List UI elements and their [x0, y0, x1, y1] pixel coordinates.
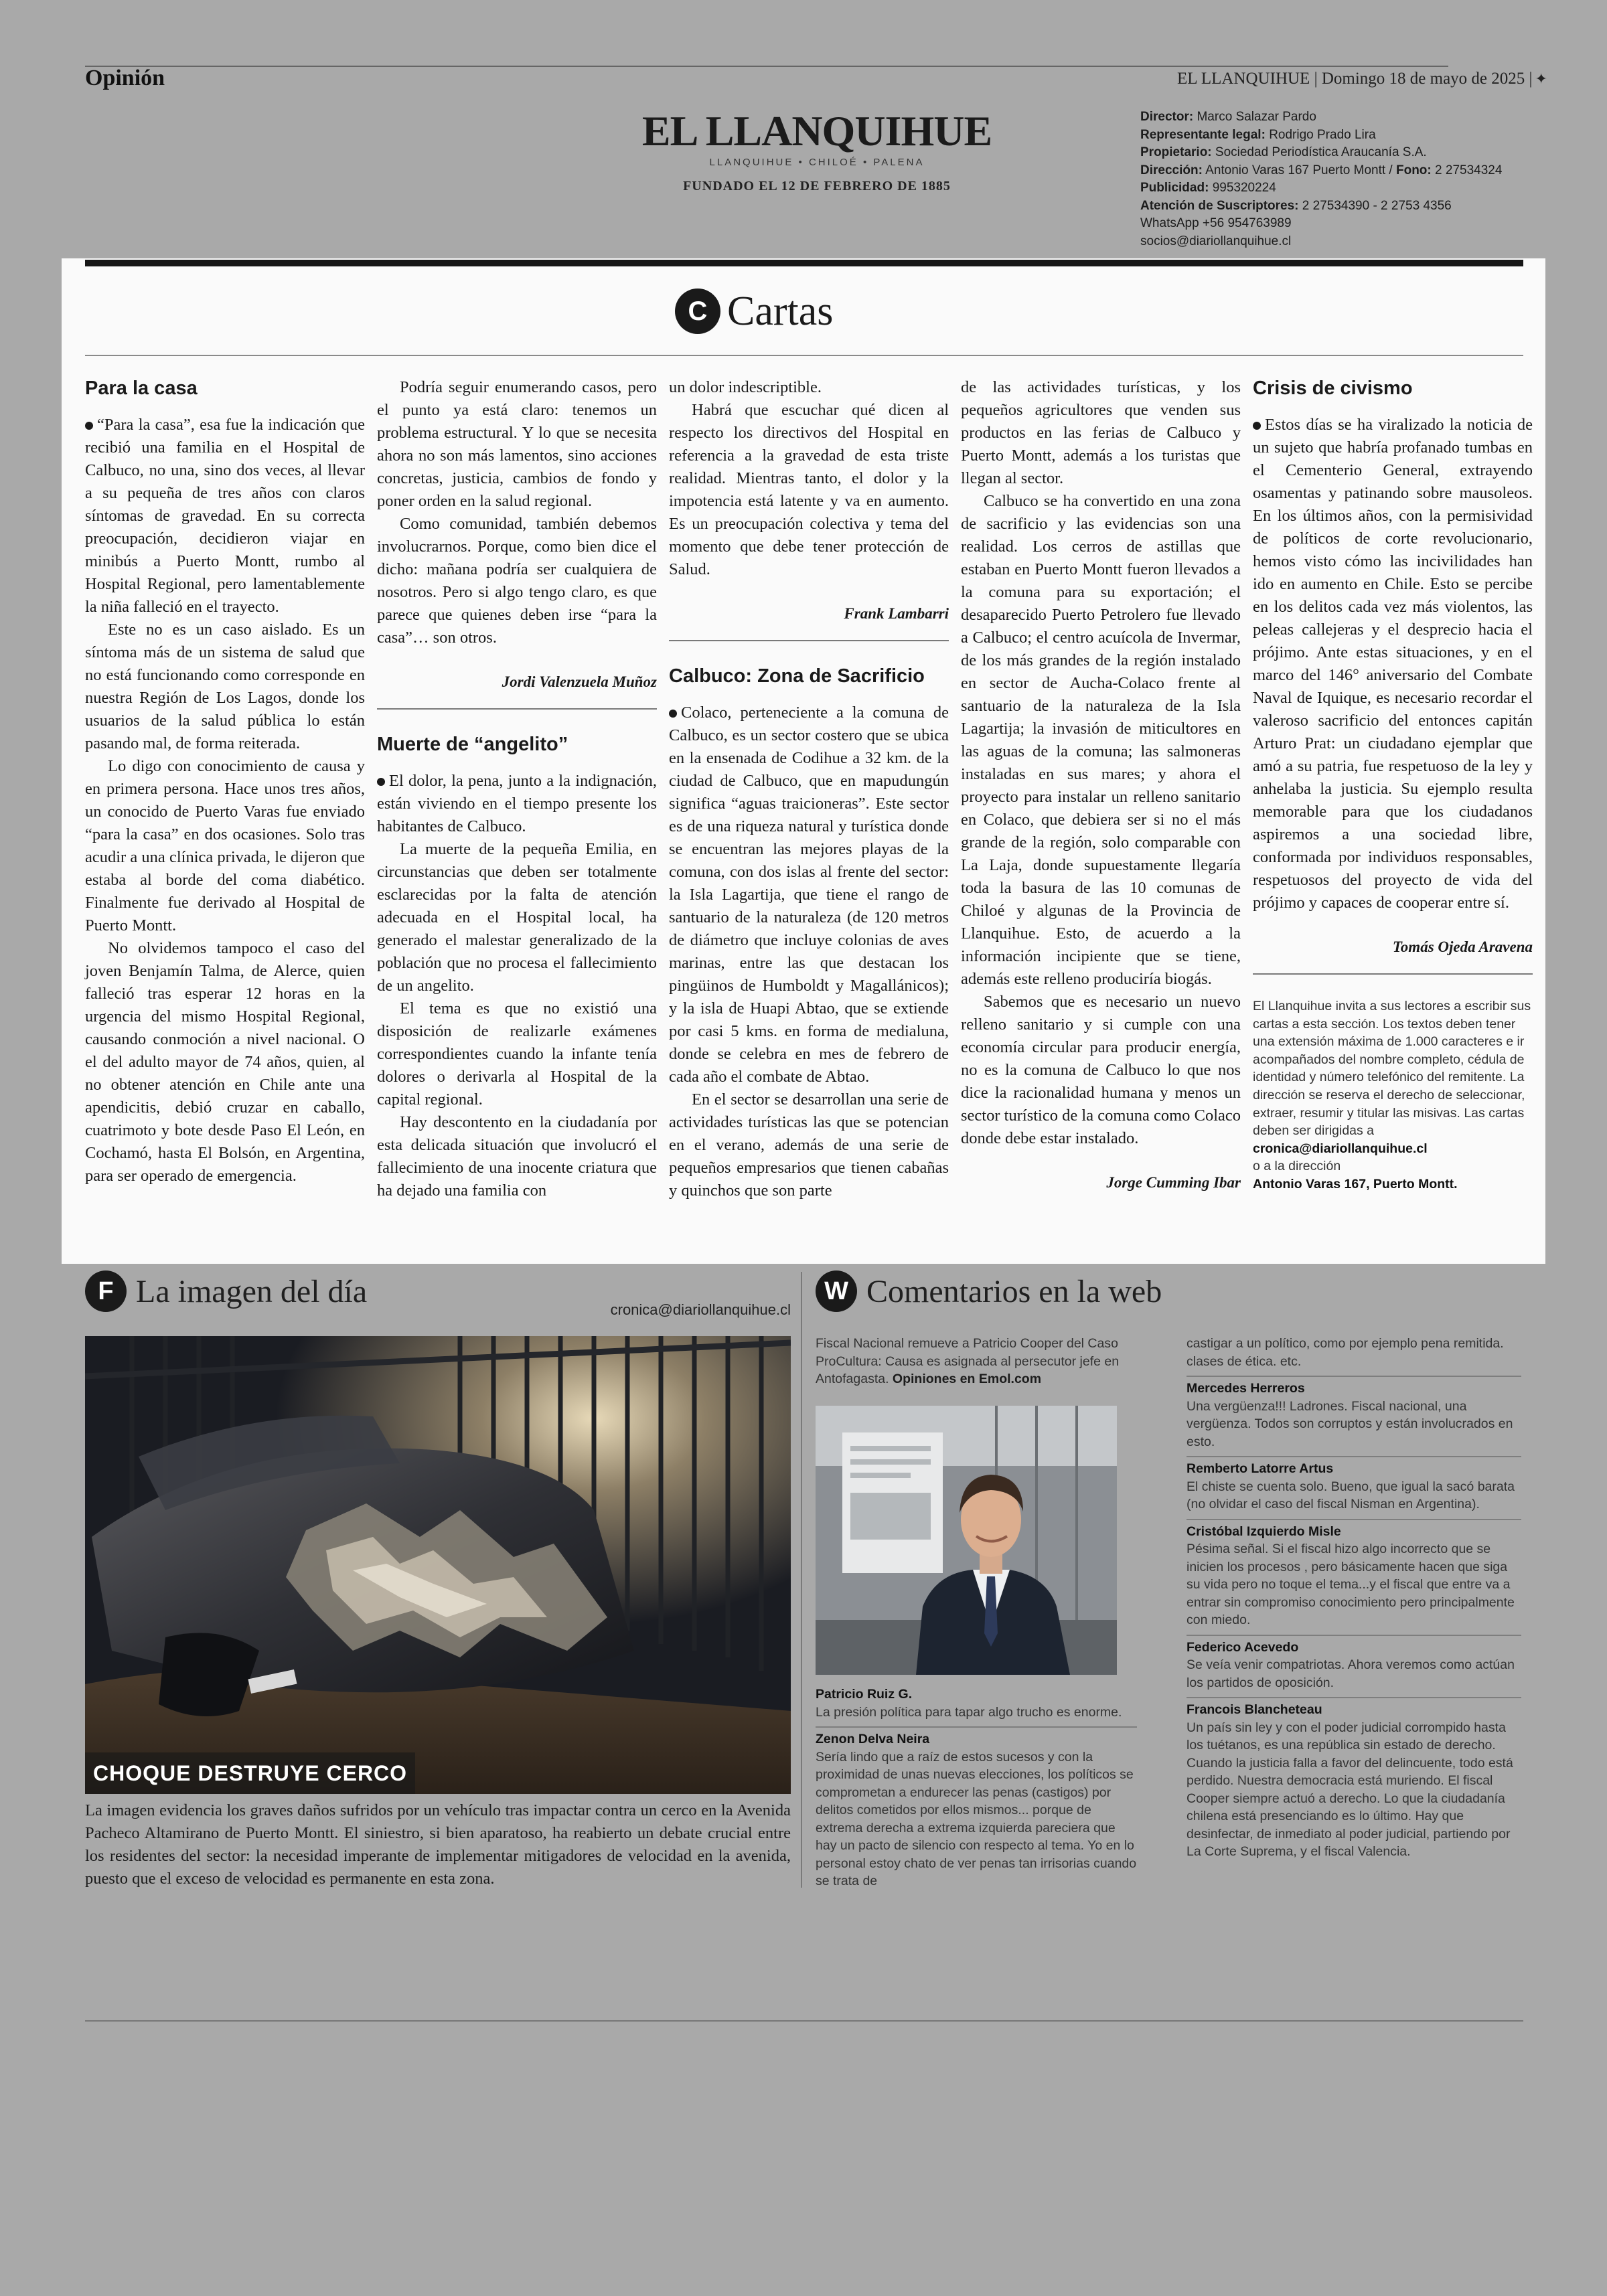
staff-box [1140, 108, 1542, 250]
letter-signature: Tomás Ojeda Aravena [1392, 938, 1533, 955]
staff-line: Publicidad: 995320224 [1140, 181, 1276, 195]
comment-separator [1187, 1519, 1521, 1520]
comment-item [1187, 1523, 1521, 1629]
letter-title: Crisis de civismo [1253, 378, 1413, 399]
staff-line: Director: Marco Salazar Pardo [1140, 110, 1316, 124]
comment-continuation: castigar a un político, como por ejemplo pena remitida. clases de ética. etc. [1187, 1336, 1504, 1369]
comment-text: Se veía venir compatriotas. Ahora veremos como actúan los partidos de oposición. [1187, 1657, 1515, 1690]
cartas-header [675, 288, 833, 335]
notice-address: Antonio Varas 167, Puerto Montt. [1253, 1176, 1458, 1192]
letter-paragraph: Calbuco se ha convertido en una zona de sacrificio y las evidencias son una realidad. Los cerros de astillas que estaban en Puerto Montt fueron llevados a la comuna para su exportación; el desaparecido Puerto Petrolero fue llevado a Calbuco; el centro acuícola de Invermar, de los más grandes de la región instalado en sector de Aucha-Colaco frente al santuario de la naturaleza de la Isla Lagartija; la invasión de miticultores en las aguas de la comuna; las salmoneras instaladas en sus mares; y ahora el proyecto para instalar un relleno sanitario en Colaco, que debiera ser si no el más grande de la región, solo comparable con La Laja, donde supuestamente llegaría toda la basura de las 10 comunas de Chiloé y algunas de la Provincia de Llanquihue. Esto, de acuerdo a la información incipiente que se tiene, además este relleno produciría biogás. [961, 492, 1241, 988]
comment-author: Zenon Delva Neira [816, 1732, 930, 1746]
letter-signature: Jorge Cumming Ibar [1106, 1174, 1241, 1191]
dateline-text: EL LLANQUIHUE | Domingo 18 de mayo de 2025 | [1177, 70, 1533, 88]
comment-item [1187, 1639, 1521, 1692]
comment-author: Cristóbal Izquierdo Misle [1187, 1524, 1341, 1539]
letter-paragraph: El tema es que no existió una disposición de realizarle exámenes correspondientes cuando la infante tenía dolores o derivarla al Hospital de la capital regional. [377, 999, 657, 1109]
letter-title: Muerte de “angelito” [377, 734, 568, 755]
heavy-rule [85, 260, 1523, 266]
comment-text: Un país sin ley y con el poder judicial corrompido hasta los tuétanos, es una república sin estado de derecho. Cuando la justicia falla a favor del delincuente, todo está perdido. Nuestra democracia está muriendo. El fiscal Cooper siempre actuó a derecho. Lo que la ciudadanía chilena está presenciando es lo último. Hay que desinfectar, de inmediato al poder judicial, partiendo por La Corte Suprema, y el fiscal Valencia. [1187, 1720, 1513, 1859]
comment-text: El chiste se cuenta solo. Bueno, que igual la sacó barata (no olvidar el caso del fiscal Nisman en Argentina). [1187, 1479, 1515, 1511]
submission-notice: El Llanquihue invita a sus lectores a escribir sus cartas a esta sección. Los textos deben tener una extensión máxima de 1.000 caracteres e ir acompañados del nombre completo, cédula de identidad y número telefónico del remitente. La dirección se reserva el derecho de seleccionar, extraer, resumir y titular las misivas. Las cartas deben ser dirigidas a cronica@diariollanquihue.cl o a la dirección Antonio Varas 167, Puerto Montt. [1253, 999, 1531, 1192]
bottom-rule [85, 2020, 1523, 2022]
letter-paragraph: Como comunidad, también debemos involucrarnos. Porque, como bien dice el dicho: mañana podría ser cualquiera de nosotros. Pero si algo tengo claro, es que parece que quienes deben irse “para la casa”… son otros. [377, 515, 657, 647]
letter-paragraph: Habrá que escuchar qué dicen al respecto los directivos del Hospital en referencia a la gravedad de esta triste realidad. Mientras tanto, el dolor y la impotencia está latente y va en aumento. Es un preocupación colectiva y tema del momento que debe tener protección de Salud. [669, 401, 949, 578]
column-separator [801, 1272, 802, 1888]
staff-line: Atención de Suscriptores: 2 27534390 - 2 2753 4356 [1140, 198, 1452, 213]
imagen-text: La imagen evidencia los graves daños sufridos por un vehículo tras impactar contra un cerco en la Avenida Pacheco Altamirano de Puerto Montt. El siniestro, si bien aparatoso, ha reabierto un debate crucial entre los residentes del sector: la necesidad imperante de implementar mitigadores de velocidad en la avenida, puesto que el exceso de velocidad es permanente en esta zona. [85, 1801, 791, 1888]
web-badge-icon: W [816, 1270, 857, 1312]
staff-line: Representante legal: Rodrigo Prado Lira [1140, 127, 1376, 142]
letter-paragraph: Hay descontento en la ciudadanía por esta delicada situación que involucró el fallecimiento de una inocente criatura que ha dejado una familia con [377, 1113, 657, 1200]
comment-author: Patricio Ruiz G. [816, 1687, 913, 1702]
comment-separator [1187, 1456, 1521, 1457]
letter-paragraph: de las actividades turísticas, y los pequeños agricultores que venden sus productos en las ferias de Calbuco y Puerto Montt, además a los turistas que llegan al sector. [961, 378, 1241, 487]
crash-photo [85, 1336, 791, 1794]
comments-right [1187, 1335, 1521, 1861]
letter-paragraph: Este no es un caso aislado. Es un síntoma más de un sistema de salud que no está funcionando como corresponde en nuestra Región de Los Lagos, donde los usuarios de la salud pública lo están pasando mal, de forma reiterada. [85, 621, 365, 752]
comment-author: Mercedes Herreros [1187, 1381, 1305, 1396]
newspaper-founded: FUNDADO EL 12 DE FEBRERO DE 1885 [683, 179, 951, 193]
comments-left [816, 1684, 1137, 1890]
cartas-rule [85, 355, 1523, 356]
cartas-title: Cartas [727, 288, 834, 334]
photo-caption: CHOQUE DESTRUYE CERCO [85, 1752, 415, 1794]
staff-line: Propietario: Sociedad Periodística Araucanía S.A. [1140, 145, 1427, 159]
staff-line: Dirección: Antonio Varas 167 Puerto Montt / Fono: 2 27534324 [1140, 163, 1503, 177]
letter-paragraph: Podría seguir enumerando casos, pero el punto ya está claro: tenemos un problema estructural. Y lo que se necesita ahora no son más lamentos, sino acciones concretas, justicia, cambios de fondo y poner orden en la salud regional. [377, 378, 657, 510]
letter-title: Para la casa [85, 378, 198, 399]
top-rule [85, 66, 1448, 67]
letter-title: Calbuco: Zona de Sacrificio [669, 665, 925, 687]
imagen-badge-icon: F [85, 1270, 127, 1312]
comment-item [1187, 1460, 1521, 1513]
crash-photo-illustration [85, 1336, 791, 1794]
notice-divider [1253, 973, 1533, 975]
bullet-icon [669, 710, 677, 718]
bullet-icon [1253, 422, 1261, 430]
letter-divider [377, 708, 657, 710]
letter-signature: Frank Lambarri [844, 605, 949, 622]
letter-paragraph: Estos días se ha viralizado la noticia de un sujeto que habría profanado tumbas en el Cementerio General, extrayendo osamentas y patinando sobre mausoleos. En los últimos años, con la permisividad de políticos de corte revolucionario, hemos visto cómo las incivilidades han ido en aumento en Chile. Esto se percibe en los delitos cada vez más violentos, las peleas callejeras y el desprecio hacia el prójimo. Ante estas situaciones, y en el marco del 146° aniversario del Combate Naval de Iquique, es necesario recordar el valeroso sacrificio del entonces capitán Arturo Prat: un ciudadano ejemplar que amó a su patria, fue respetuoso de la ley y anhelaba la justicia. Su ejemplo resulta memorable para que los ciudadanos aspiremos a una sociedad libre, conformada por individuos responsables, respetuosos del proyecto de vida del prójimo y capaces de cooperar entre sí. [1253, 416, 1533, 912]
letter-signature: Jordi Valenzuela Muñoz [502, 673, 657, 690]
dateline [1177, 70, 1547, 88]
letter-column-4 [961, 376, 1241, 1209]
comment-text: La presión política para tapar algo trucho es enorme. [816, 1704, 1122, 1720]
comment-text: Pésima señal. Si el fiscal hizo algo incorrecto que se inicien los procesos , pero básicamente hacen que siga su vida pero no toque el tema...y el fiscal que entre va a entrar sin compromiso conocimiento pero principalmente con miedo. [1187, 1542, 1515, 1627]
comment-text: Sería lindo que a raíz de estos sucesos y con la proximidad de unas nuevas elecciones, los políticos se comprometan a endurecer las penas (castigos) por delitos cometidos por ellos mismos... porque de extrema derecha a extrema izquierda pareciera que hay un pacto de silencio con respecto al tema. Yo en lo personal estoy chato de ver penas tan irrisorias cuando se trata de [816, 1749, 1137, 1888]
letter-column-5 [1253, 376, 1533, 1194]
section-label: Opinión [85, 66, 165, 90]
comment-item [816, 1730, 1137, 1890]
imagen-email[interactable]: cronica@diariollanquihue.cl [610, 1301, 791, 1318]
bullet-icon [85, 422, 93, 430]
prosecutor-photo-illustration [816, 1406, 1117, 1675]
lead-source-link[interactable]: Opiniones en Emol.com [892, 1372, 1042, 1386]
newspaper-name: EL LLANQUIHUE [641, 107, 992, 155]
comment-item [1187, 1701, 1521, 1861]
comment-author: Federico Acevedo [1187, 1639, 1299, 1655]
imagen-header [85, 1270, 367, 1312]
letter-paragraph: “Para la casa”, esa fue la indicación que recibió una familia en el Hospital de Calbuco, no una, sino dos veces, al llevar a su pequeña de tres años con claros síntomas de gravedad. En su correcta preocupación, decidieron viajar en minibús a Puerto Montt, rumbo al Hospital Regional, pero lamentablemente la niña falleció en el trayecto. [85, 416, 365, 616]
cartas-badge-icon: C [675, 289, 720, 334]
comentarios-lead: Fiscal Nacional remueve a Patricio Cooper del Caso ProCultura: Causa es asignada al persecutor jefe en Antofagasta. Opiniones en Emol.com [816, 1336, 1120, 1386]
comentarios-header [816, 1270, 1162, 1312]
staff-line: socios@diariollanquihue.cl [1140, 234, 1292, 248]
newspaper-regions: LLANQUIHUE • CHILOÉ • PALENA [709, 157, 925, 168]
comment-text: Una vergüenza!!! Ladrones. Fiscal nacional, una vergüenza. Todos son corruptos y están involucrados en esto. [1187, 1398, 1513, 1449]
letter-column-1 [85, 376, 365, 1187]
notice-email[interactable]: cronica@diariollanquihue.cl [1253, 1141, 1428, 1156]
letter-divider [669, 640, 949, 641]
comment-separator [1187, 1635, 1521, 1636]
prosecutor-photo [816, 1406, 1117, 1675]
letter-column-3 [669, 376, 949, 1202]
letter-paragraph: En el sector se desarrollan una serie de actividades turísticas las que se potencian en el verano, además de una serie de pequeños empresarios que tienen cabañas y quinchos que son parte [669, 1090, 949, 1200]
letter-paragraph: un dolor indescriptible. [669, 378, 822, 396]
letter-paragraph: Sabemos que es necesario un nuevo relleno sanitario y si cumple con una economía circular para producir energía, no es la comuna de Calbuco lo que nos dice la racionalidad humana y menos un sector turístico de la comuna como Colaco donde debe estar instalado. [961, 993, 1241, 1147]
comment-separator [1187, 1697, 1521, 1698]
letter-paragraph: La muerte de la pequeña Emilia, en circunstancias que deben ser totalmente esclarecidas por la falta de atención adecuada en el Hospital local, ha generado el malestar generalizado de la población que no procesa el fallecimiento de un angelito. [377, 840, 657, 995]
comment-author: Francois Blancheteau [1187, 1702, 1322, 1717]
comment-separator [1187, 1376, 1521, 1377]
comment-item [1187, 1380, 1521, 1451]
twitter-icon: ✦ [1535, 70, 1547, 87]
imagen-title: La imagen del día [136, 1273, 368, 1309]
letter-paragraph: No olvidemos tampoco el caso del joven Benjamín Talma, de Alerce, quien falleció tras esperar 12 horas en la urgencia del mismo Hospital Regional, causando conmoción a nivel nacional. O el del adulto mayor de 74 años, quien, al no obtener atención en Chile ante una apendicitis, debió cruzar en caballo, cuatrimoto y bote desde Paso El León, en Cochamó, hasta El Bolsón, en Argentina, para ser operado de emergencia. [85, 939, 365, 1185]
letter-column-2 [377, 376, 657, 1202]
comentarios-title: Comentarios en la web [866, 1273, 1162, 1309]
comment-separator [816, 1726, 1137, 1728]
staff-line: WhatsApp +56 954763989 [1140, 216, 1292, 230]
bullet-icon [377, 778, 385, 786]
letter-paragraph: El dolor, la pena, junto a la indignación, están viviendo en el tiempo presente los habitantes de Calbuco. [377, 772, 657, 835]
letter-paragraph: Colaco, perteneciente a la comuna de Calbuco, es un sector costero que se ubica en la ensenada de Codihue a 32 km. de la ciudad de Calbuco, que en mapudungún significa “aguas traicioneras”. Este sector es de una riqueza natural y turística donde se encuentran las mejores playas de la comuna, con dos islas al frente del sector: la Isla Lagartija, que tiene el rango de santuario de la naturaleza (de 120 metros de diámetro que incluye colonias de aves marinas, entre las que destacan los pingüinos de Humboldt y Magallánicos); y la isla de Huapi Abtao, que se extiende por casi 5 kms. en forma de medialuna, donde se celebra en mes de febrero de cada año el combate de Abtao. [669, 704, 949, 1086]
comment-item [816, 1686, 1137, 1721]
comment-author: Remberto Latorre Artus [1187, 1461, 1334, 1476]
letter-paragraph: Lo digo con conocimiento de causa y en primera persona. Hace unos tres años, un conocido de Puerto Varas fue enviado “para la casa” en dos ocasiones. Solo tras acudir a una clínica privada, le dijeron que estaba al borde del coma diabético. Finalmente fue derivado al Hospital de Puerto Montt. [85, 757, 365, 934]
masthead [603, 107, 1031, 194]
